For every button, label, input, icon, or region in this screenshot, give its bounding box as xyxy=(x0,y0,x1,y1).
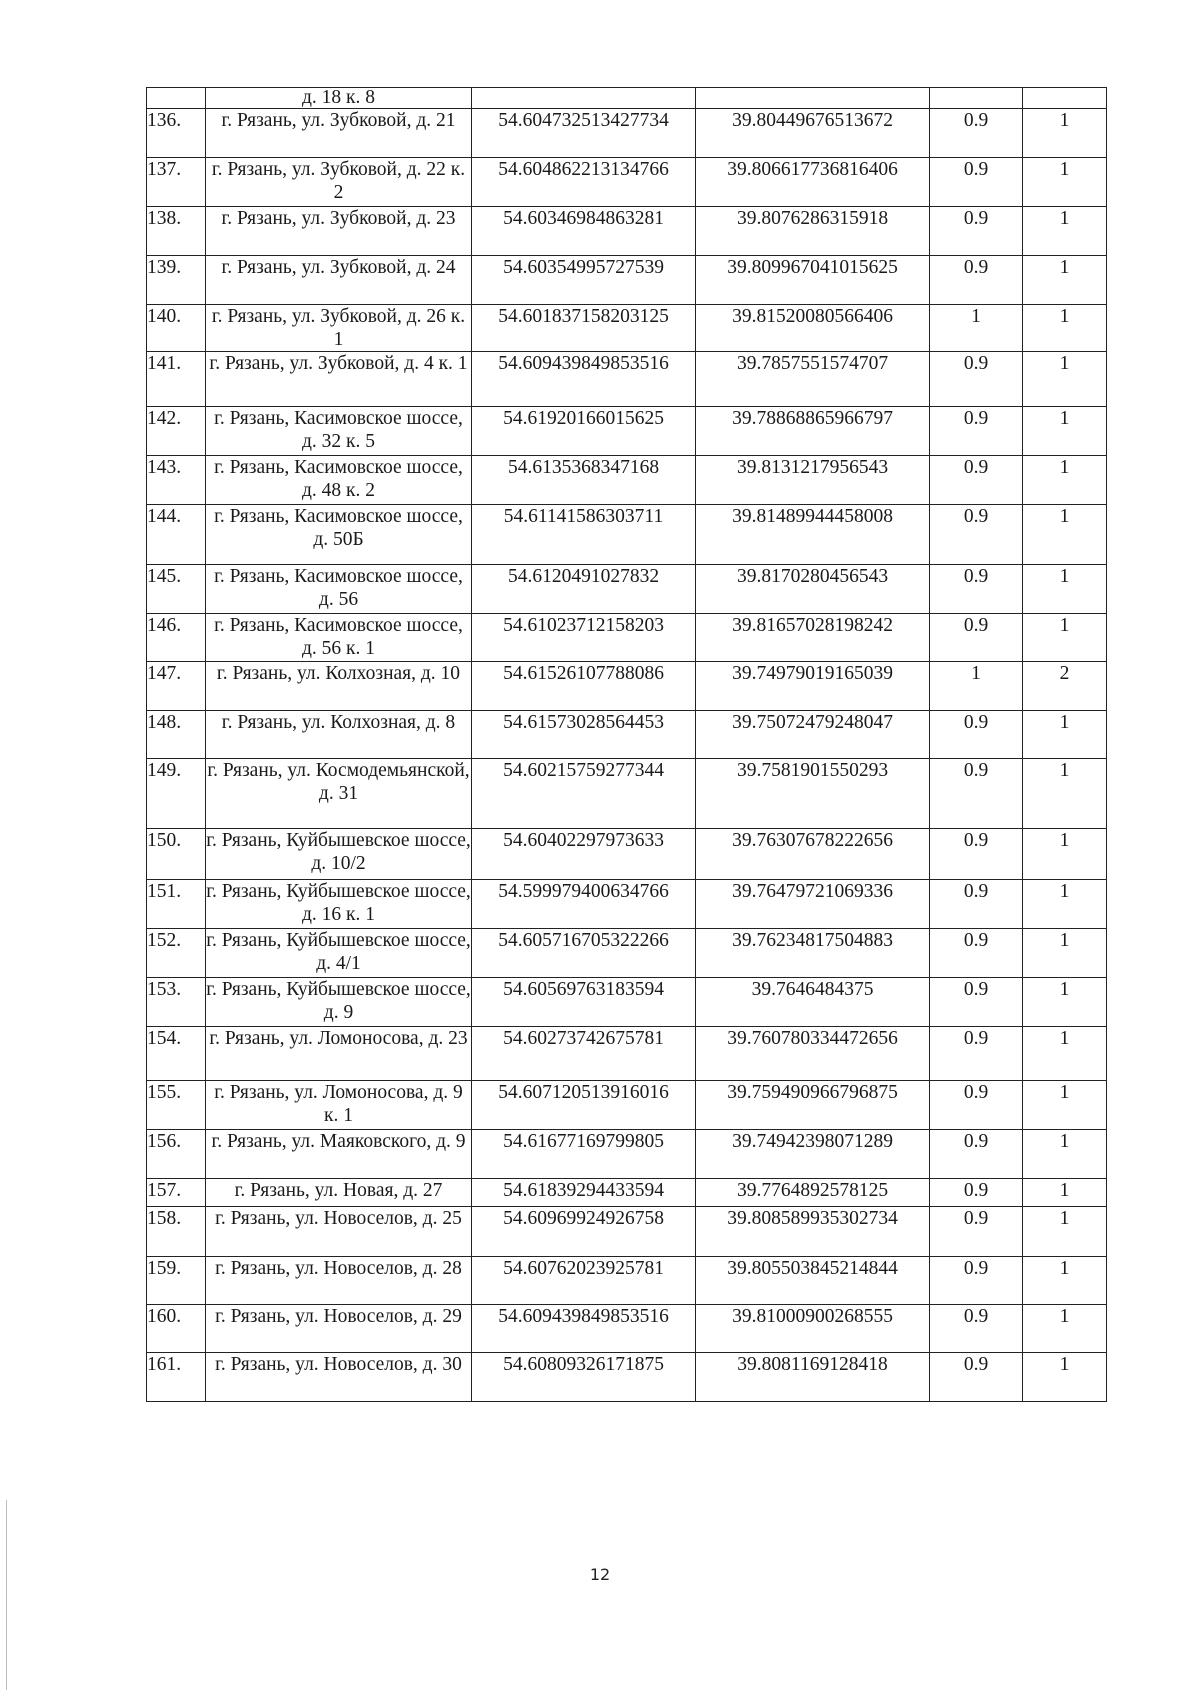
row-number-cell: 157. xyxy=(147,1179,206,1207)
count-cell: 1 xyxy=(1023,505,1107,565)
latitude-cell: 54.60969924926758 xyxy=(472,1207,696,1257)
coefficient-cell: 0.9 xyxy=(930,829,1023,880)
table-row xyxy=(147,1257,1107,1305)
longitude-cell: 39.81489944458008 xyxy=(696,505,930,565)
count-cell: 1 xyxy=(1023,407,1107,456)
coefficient-cell: 0.9 xyxy=(930,565,1023,614)
address-cell: г. Рязань, Куйбышевское шоссе, д. 4/1 xyxy=(206,929,472,978)
table-row xyxy=(147,1130,1107,1179)
count-cell: 1 xyxy=(1023,711,1107,759)
coefficient-cell: 0.9 xyxy=(930,1305,1023,1353)
table-row xyxy=(147,305,1107,352)
table-row xyxy=(147,880,1107,929)
coefficient-cell: 0.9 xyxy=(930,1353,1023,1402)
coefficient-cell: 1 xyxy=(930,662,1023,711)
longitude-cell: 39.7646484375 xyxy=(696,978,930,1027)
longitude-cell: 39.759490966796875 xyxy=(696,1081,930,1130)
table-row xyxy=(147,565,1107,614)
latitude-cell: 54.61526107788086 xyxy=(472,662,696,711)
longitude-cell: 39.8170280456543 xyxy=(696,565,930,614)
count-cell: 1 xyxy=(1023,158,1107,207)
latitude-cell: 54.60569763183594 xyxy=(472,978,696,1027)
table-row xyxy=(147,978,1107,1027)
table-row xyxy=(147,158,1107,207)
row-number-cell: 160. xyxy=(147,1305,206,1353)
coefficient-cell: 0.9 xyxy=(930,1179,1023,1207)
table-row xyxy=(147,829,1107,880)
latitude-cell: 54.604862213134766 xyxy=(472,158,696,207)
address-cell: г. Рязань, ул. Зубковой, д. 21 xyxy=(206,109,472,158)
table-row xyxy=(147,1305,1107,1353)
count-cell: 1 xyxy=(1023,759,1107,829)
address-cell: г. Рязань, ул. Колхозная, д. 10 xyxy=(206,662,472,711)
address-cell: г. Рязань, ул. Новоселов, д. 30 xyxy=(206,1353,472,1402)
address-cell: г. Рязань, Касимовское шоссе, д. 32 к. 5 xyxy=(206,407,472,456)
address-cell: г. Рязань, ул. Ломоносова, д. 23 xyxy=(206,1027,472,1081)
coefficient-cell: 0.9 xyxy=(930,352,1023,407)
row-number-cell: 158. xyxy=(147,1207,206,1257)
row-number-cell: 147. xyxy=(147,662,206,711)
latitude-cell: 54.60273742675781 xyxy=(472,1027,696,1081)
row-number-cell: 145. xyxy=(147,565,206,614)
table-row xyxy=(147,929,1107,978)
table-row xyxy=(147,1207,1107,1257)
count-cell: 1 xyxy=(1023,829,1107,880)
count-cell: 1 xyxy=(1023,614,1107,662)
table-row xyxy=(147,407,1107,456)
row-number-cell: 137. xyxy=(147,158,206,207)
longitude-cell: 39.805503845214844 xyxy=(696,1257,930,1305)
count-cell: 1 xyxy=(1023,1353,1107,1402)
row-number-cell: 148. xyxy=(147,711,206,759)
row-number-cell: 149. xyxy=(147,759,206,829)
address-cell: г. Рязань, Касимовское шоссе, д. 56 к. 1 xyxy=(206,614,472,662)
latitude-cell: 54.61573028564453 xyxy=(472,711,696,759)
longitude-cell: 39.760780334472656 xyxy=(696,1027,930,1081)
latitude-cell: 54.61920166015625 xyxy=(472,407,696,456)
count-cell: 1 xyxy=(1023,880,1107,929)
coefficient-cell: 1 xyxy=(930,305,1023,352)
longitude-cell: 39.76307678222656 xyxy=(696,829,930,880)
coefficient-cell: 0.9 xyxy=(930,207,1023,256)
table-row-fragment xyxy=(147,88,1107,109)
scan-edge-line xyxy=(6,1500,7,1690)
longitude-cell: 39.8076286315918 xyxy=(696,207,930,256)
row-number-cell: 159. xyxy=(147,1257,206,1305)
coefficient-cell: 0.9 xyxy=(930,1207,1023,1257)
longitude-cell: 39.76479721069336 xyxy=(696,880,930,929)
address-cell: г. Рязань, ул. Новоселов, д. 28 xyxy=(206,1257,472,1305)
coefficient-cell: 0.9 xyxy=(930,456,1023,505)
longitude-cell: 39.80449676513672 xyxy=(696,109,930,158)
table-row xyxy=(147,1081,1107,1130)
count-cell: 1 xyxy=(1023,1207,1107,1257)
count-cell: 1 xyxy=(1023,352,1107,407)
latitude-cell: 54.605716705322266 xyxy=(472,929,696,978)
row-number-cell: 139. xyxy=(147,256,206,305)
row-number-cell: 151. xyxy=(147,880,206,929)
row-number-cell xyxy=(147,88,206,109)
address-cell: г. Рязань, ул. Космодемьянской, д. 31 xyxy=(206,759,472,829)
address-cell: г. Рязань, Касимовское шоссе, д. 56 xyxy=(206,565,472,614)
coefficient-cell: 0.9 xyxy=(930,1081,1023,1130)
coefficient-cell: 0.9 xyxy=(930,1257,1023,1305)
count-cell: 1 xyxy=(1023,207,1107,256)
latitude-cell: 54.60809326171875 xyxy=(472,1353,696,1402)
row-number-cell: 152. xyxy=(147,929,206,978)
table-row xyxy=(147,207,1107,256)
address-cell: г. Рязань, ул. Колхозная, д. 8 xyxy=(206,711,472,759)
row-number-cell: 144. xyxy=(147,505,206,565)
count-cell: 1 xyxy=(1023,1130,1107,1179)
longitude-cell: 39.81000900268555 xyxy=(696,1305,930,1353)
count-cell: 1 xyxy=(1023,456,1107,505)
latitude-cell: 54.604732513427734 xyxy=(472,109,696,158)
row-number-cell: 153. xyxy=(147,978,206,1027)
coefficient-cell: 0.9 xyxy=(930,614,1023,662)
address-cell: г. Рязань, Куйбышевское шоссе, д. 16 к. 1 xyxy=(206,880,472,929)
table-row xyxy=(147,505,1107,565)
address-cell: г. Рязань, ул. Зубковой, д. 24 xyxy=(206,256,472,305)
coefficient-cell: 0.9 xyxy=(930,1130,1023,1179)
address-cell: г. Рязань, ул. Новоселов, д. 25 xyxy=(206,1207,472,1257)
address-cell: г. Рязань, ул. Зубковой, д. 26 к. 1 xyxy=(206,305,472,352)
row-number-cell: 161. xyxy=(147,1353,206,1402)
longitude-cell: 39.8081169128418 xyxy=(696,1353,930,1402)
longitude-cell: 39.76234817504883 xyxy=(696,929,930,978)
address-cell: г. Рязань, ул. Новая, д. 27 xyxy=(206,1179,472,1207)
longitude-cell: 39.78868865966797 xyxy=(696,407,930,456)
address-cell: г. Рязань, Куйбышевское шоссе, д. 10/2 xyxy=(206,829,472,880)
coefficient-cell: 0.9 xyxy=(930,711,1023,759)
address-cell: г. Рязань, ул. Зубковой, д. 4 к. 1 xyxy=(206,352,472,407)
coefficient-cell: 0.9 xyxy=(930,929,1023,978)
longitude-cell: 39.7857551574707 xyxy=(696,352,930,407)
count-cell: 1 xyxy=(1023,565,1107,614)
count-cell: 1 xyxy=(1023,978,1107,1027)
count-cell: 1 xyxy=(1023,1179,1107,1207)
address-cell: д. 18 к. 8 xyxy=(206,88,472,109)
count-cell: 1 xyxy=(1023,1027,1107,1081)
table-row xyxy=(147,1027,1107,1081)
longitude-cell xyxy=(696,88,930,109)
table-row xyxy=(147,759,1107,829)
coefficient-cell: 0.9 xyxy=(930,407,1023,456)
latitude-cell: 54.609439849853516 xyxy=(472,352,696,407)
latitude-cell: 54.61141586303711 xyxy=(472,505,696,565)
address-cell: г. Рязань, Касимовское шоссе, д. 50Б xyxy=(206,505,472,565)
table-row xyxy=(147,1179,1107,1207)
row-number-cell: 138. xyxy=(147,207,206,256)
longitude-cell: 39.74979019165039 xyxy=(696,662,930,711)
coefficient-cell xyxy=(930,88,1023,109)
longitude-cell: 39.75072479248047 xyxy=(696,711,930,759)
latitude-cell: 54.6120491027832 xyxy=(472,565,696,614)
row-number-cell: 142. xyxy=(147,407,206,456)
row-number-cell: 150. xyxy=(147,829,206,880)
latitude-cell: 54.60402297973633 xyxy=(472,829,696,880)
longitude-cell: 39.74942398071289 xyxy=(696,1130,930,1179)
coefficient-cell: 0.9 xyxy=(930,158,1023,207)
address-cell: г. Рязань, Куйбышевское шоссе, д. 9 xyxy=(206,978,472,1027)
count-cell: 2 xyxy=(1023,662,1107,711)
latitude-cell xyxy=(472,88,696,109)
table-row xyxy=(147,1353,1107,1402)
page-number: 12 xyxy=(589,1565,611,1584)
latitude-cell: 54.60354995727539 xyxy=(472,256,696,305)
table-row xyxy=(147,662,1107,711)
longitude-cell: 39.81520080566406 xyxy=(696,305,930,352)
longitude-cell: 39.808589935302734 xyxy=(696,1207,930,1257)
address-cell: г. Рязань, ул. Новоселов, д. 29 xyxy=(206,1305,472,1353)
address-cell: г. Рязань, ул. Ломоносова, д. 9 к. 1 xyxy=(206,1081,472,1130)
row-number-cell: 156. xyxy=(147,1130,206,1179)
latitude-cell: 54.60762023925781 xyxy=(472,1257,696,1305)
row-number-cell: 143. xyxy=(147,456,206,505)
coefficient-cell: 0.9 xyxy=(930,505,1023,565)
count-cell: 1 xyxy=(1023,1257,1107,1305)
table-body xyxy=(147,88,1107,1402)
count-cell: 1 xyxy=(1023,1305,1107,1353)
count-cell: 1 xyxy=(1023,109,1107,158)
table-row xyxy=(147,256,1107,305)
table-row xyxy=(147,352,1107,407)
table-row xyxy=(147,711,1107,759)
coefficient-cell: 0.9 xyxy=(930,978,1023,1027)
latitude-cell: 54.61839294433594 xyxy=(472,1179,696,1207)
row-number-cell: 146. xyxy=(147,614,206,662)
longitude-cell: 39.7581901550293 xyxy=(696,759,930,829)
latitude-cell: 54.609439849853516 xyxy=(472,1305,696,1353)
latitude-cell: 54.607120513916016 xyxy=(472,1081,696,1130)
table-row xyxy=(147,614,1107,662)
count-cell: 1 xyxy=(1023,929,1107,978)
address-cell: г. Рязань, Касимовское шоссе, д. 48 к. 2 xyxy=(206,456,472,505)
coefficient-cell: 0.9 xyxy=(930,109,1023,158)
table-row xyxy=(147,456,1107,505)
row-number-cell: 140. xyxy=(147,305,206,352)
row-number-cell: 155. xyxy=(147,1081,206,1130)
addresses-table xyxy=(146,87,1107,1402)
coefficient-cell: 0.9 xyxy=(930,1027,1023,1081)
table-row xyxy=(147,109,1107,158)
address-cell: г. Рязань, ул. Зубковой, д. 22 к. 2 xyxy=(206,158,472,207)
count-cell: 1 xyxy=(1023,1081,1107,1130)
coefficient-cell: 0.9 xyxy=(930,256,1023,305)
count-cell xyxy=(1023,88,1107,109)
longitude-cell: 39.809967041015625 xyxy=(696,256,930,305)
coefficient-cell: 0.9 xyxy=(930,880,1023,929)
coefficient-cell: 0.9 xyxy=(930,759,1023,829)
latitude-cell: 54.599979400634766 xyxy=(472,880,696,929)
latitude-cell: 54.6135368347168 xyxy=(472,456,696,505)
longitude-cell: 39.8131217956543 xyxy=(696,456,930,505)
count-cell: 1 xyxy=(1023,305,1107,352)
longitude-cell: 39.81657028198242 xyxy=(696,614,930,662)
latitude-cell: 54.601837158203125 xyxy=(472,305,696,352)
address-cell: г. Рязань, ул. Маяковского, д. 9 xyxy=(206,1130,472,1179)
latitude-cell: 54.61677169799805 xyxy=(472,1130,696,1179)
longitude-cell: 39.7764892578125 xyxy=(696,1179,930,1207)
address-cell: г. Рязань, ул. Зубковой, д. 23 xyxy=(206,207,472,256)
latitude-cell: 54.60346984863281 xyxy=(472,207,696,256)
latitude-cell: 54.60215759277344 xyxy=(472,759,696,829)
latitude-cell: 54.61023712158203 xyxy=(472,614,696,662)
longitude-cell: 39.806617736816406 xyxy=(696,158,930,207)
count-cell: 1 xyxy=(1023,256,1107,305)
row-number-cell: 154. xyxy=(147,1027,206,1081)
row-number-cell: 141. xyxy=(147,352,206,407)
row-number-cell: 136. xyxy=(147,109,206,158)
